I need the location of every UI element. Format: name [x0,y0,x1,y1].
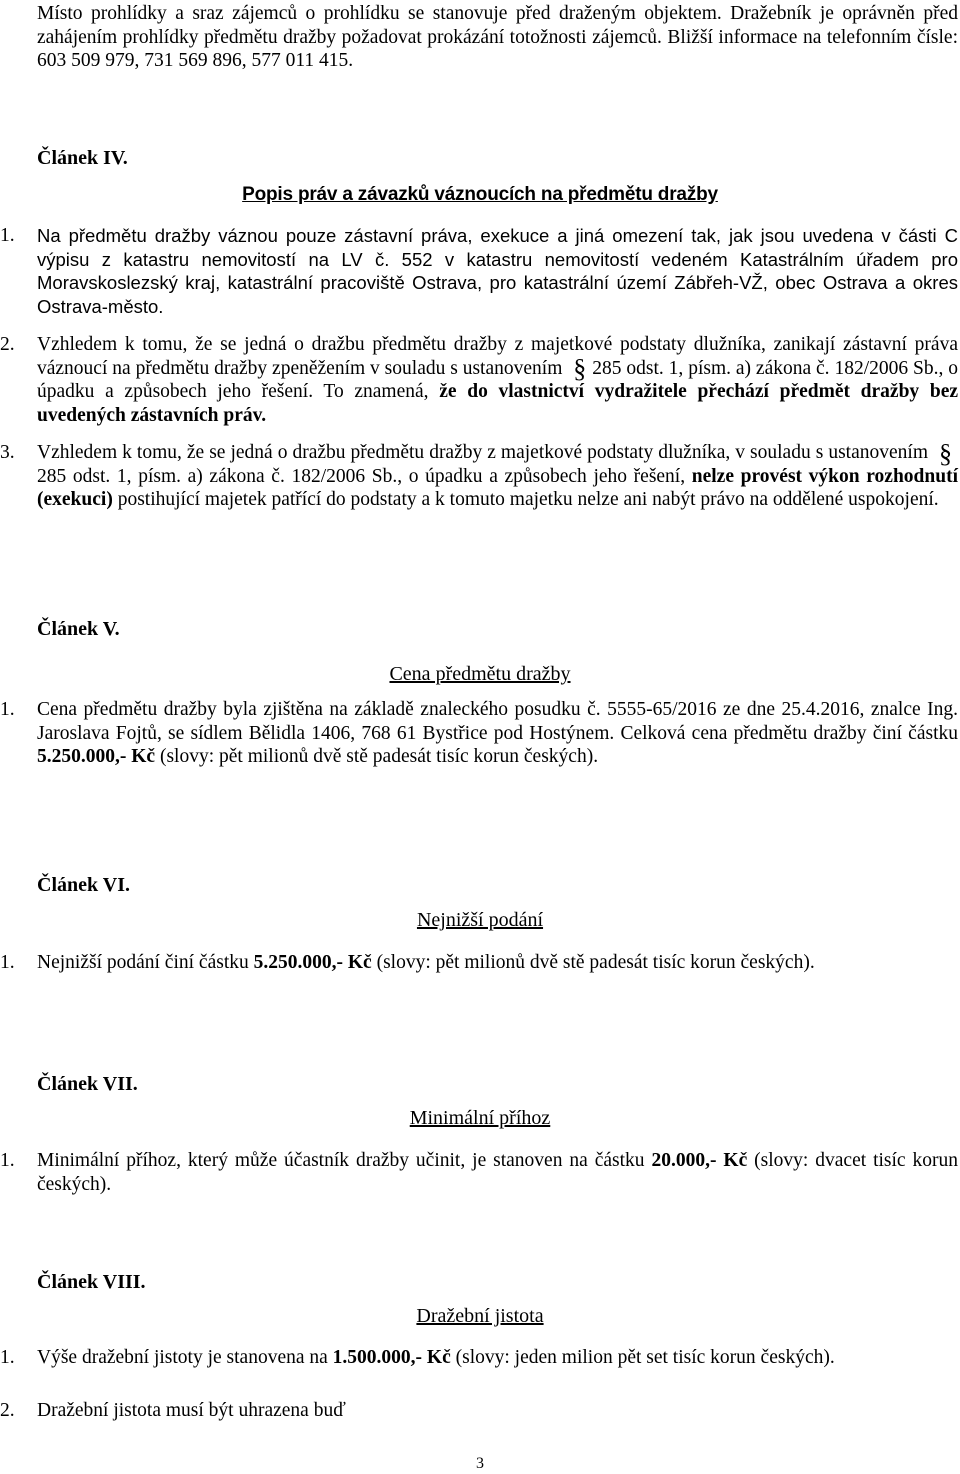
item-text-emphasis: 20.000,- Kč [651,1150,748,1171]
item-text-part: Minimální příhoz, který může účastník dražby učinit, je stanoven na částku [37,1150,645,1171]
intro-paragraph [37,2,958,73]
item-text [37,333,958,427]
article-4-item-3 [0,438,958,512]
item-text-part: Nejnižší podání činí částku [37,952,249,973]
item-number: 2. [0,1400,15,1421]
item-text-part: postihující majetek patřící do podstaty a k tomuto majetku nelze ani nabýt právo na oddělené uspokojení. [117,489,939,510]
article-7-heading: Článek VII. [37,1073,138,1095]
item-text-emphasis: 1.500.000,- Kč [332,1347,451,1368]
item-text-part: 285 odst. 1, písm. a) zákona č. 182/2006 Sb., o úpadku a způsobech jeho řešení, [37,465,686,487]
item-text-part: 285 odst. 1, písm. a) zákona č. 182/2006 Sb., o úpadku a způsobech jeho řešení. To znamená, [37,357,958,402]
page-number: 3 [476,1455,484,1472]
item-number: 1. [0,225,15,246]
item-text-part: Výše dražební jistoty je stanovena na [37,1347,328,1368]
section-sign: § [939,438,952,468]
item-text-part: (slovy: jeden milion pět set tisíc korun českých). [455,1347,835,1368]
item-number: 1. [0,1150,15,1171]
section-sign: § [573,354,587,384]
item-number: 3. [0,442,15,463]
article-6-heading: Článek VI. [37,874,130,896]
item-number: 1. [0,1347,15,1368]
item-text: Na předmětu dražby váznou pouze zástavní práva, exekuce a jiná omezení tak, jak jsou uvedena v části C výpisu z katastru nemovitostí na LV č. 552 v katastru nemovitostí vedeném Katastrálním úřadem pro Moravskoslezský kraj, katastrální pracoviště Ostrava, pro katastrální území Zábřeh-VŽ, obec Ostrava a okres Ostrava-město. [37,225,958,317]
item-text-emphasis: nelze provést výkon rozhodnutí (exekuci) [37,465,958,510]
article-4-heading: Článek IV. [37,147,128,169]
item-text-emphasis: 5.250.000,- Kč [37,746,156,767]
item-text [37,698,958,769]
article-4-item-1 [0,224,958,318]
article-4-subheading: Popis práv a závazků váznoucích na předmětu dražby [242,184,718,205]
item-number: 1. [0,952,15,973]
item-text-part: (slovy: pět milionů dvě stě padesát tisíc korun českých). [159,746,599,767]
item-text: Dražební jistota musí být uhrazena buď [37,1400,346,1421]
article-5-heading: Článek V. [37,618,120,640]
item-text-emphasis: že do vlastnictví vydražitele přechází předmět dražby bez uvedených zástavních práv. [37,381,959,426]
item-text-part: Vzhledem k tomu, že se jedná o dražbu předmětu dražby z majetkové podstaty dlužníka, v souladu s ustanovením [37,442,928,463]
article-8-item-2 [0,1399,958,1423]
item-text [37,1346,958,1370]
article-8-item-1 [0,1346,958,1370]
article-4-item-2 [0,333,959,427]
item-number: 1. [0,699,15,720]
article-7-item-1 [0,1149,959,1196]
item-text-part: Cena předmětu dražby byla zjištěna na základě znaleckého posudku č. 5555-65/2016 ze dne 25.4.2016, znalce Ing. Jaroslava Fojtů, se sídlem Bělidla 1406, 768 61 Bystřice pod Hostýnem. Celková cena předmětu dražby činí částku [37,699,958,744]
article-5-item-1 [0,698,958,769]
item-text [37,438,958,512]
item-text-part: Vzhledem k tomu, že se jedná o dražbu předmětu dražby z majetkové podstaty dlužníka, zanikají zástavní práva váznoucí na předmětu dražby zpeněžením v souladu s ustanovením [37,334,958,379]
item-text-part: (slovy: dvacet tisíc korun českých). [37,1150,959,1195]
item-text-part: (slovy: pět milionů dvě stě padesát tisíc korun českých). [376,952,815,973]
article-8-subheading: Dražební jistota [416,1305,544,1327]
item-text [37,1149,958,1196]
article-6-item-1 [0,951,958,975]
article-6-subheading: Nejnižší podání [416,909,544,931]
item-text-emphasis: 5.250.000,- Kč [253,952,372,973]
item-text [37,951,958,975]
item-number: 2. [0,334,15,355]
article-5-subheading: Cena předmětu dražby [389,663,571,685]
intro-text: Místo prohlídky a sraz zájemců o prohlídku se stanovuje před draženým objektem. Dražebník je oprávněn před zahájením prohlídky předmětu dražby požadovat prokázání totožnosti zájemců. Bližší informace na telefonním čísle: 603 509 979, 731 569 896, 577 011 415. [37,3,958,71]
article-8-heading: Článek VIII. [37,1271,146,1293]
article-7-subheading: Minimální příhoz [409,1107,551,1129]
